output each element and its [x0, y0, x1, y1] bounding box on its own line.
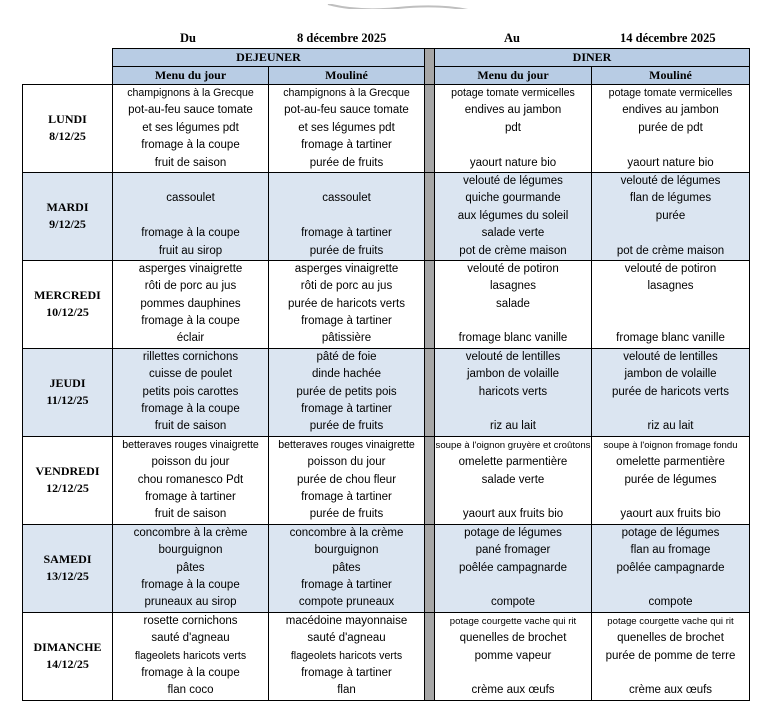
dish-line: purée de haricots verts: [288, 297, 405, 310]
dish-line: [435, 137, 591, 154]
dish-line: fromage à tartiner: [301, 578, 392, 591]
dinner-menu-cell: [435, 348, 592, 436]
lunch-header: DEJEUNER: [113, 49, 425, 67]
dish-line: [592, 296, 749, 313]
dish-line: fromage à la coupe: [141, 666, 240, 679]
dish-line: [113, 173, 268, 190]
dish-line: salade: [496, 297, 530, 310]
dish-line: pot-au-feu sauce tomate: [128, 104, 253, 117]
dish-line: asperges vinaigrette: [138, 262, 243, 275]
dinner-header: DINER: [435, 49, 750, 67]
column-separator: [425, 612, 435, 700]
dish-line: velouté de lentilles: [465, 350, 561, 363]
dish-line: pané fromager: [475, 544, 551, 557]
dish-line: potage de légumes: [621, 526, 720, 539]
day-name: VENDREDI: [35, 464, 100, 479]
dish-line: endives au jambon: [622, 104, 719, 117]
dish-line: omelette parmentière: [458, 456, 568, 469]
dish-line: compote: [490, 596, 536, 609]
dinner-mouline-header: Mouliné: [592, 67, 750, 85]
dish-line: purée de fruits: [309, 244, 384, 257]
dish-line: éclair: [176, 332, 205, 345]
dish-line: concombre à la crème: [289, 526, 404, 539]
dish-line: rillettes cornichons: [142, 350, 239, 363]
dish-line: [113, 208, 268, 225]
dinner-mouline-cell: [592, 524, 750, 612]
dish-line: crème aux œufs: [471, 684, 555, 697]
dish-line: [592, 577, 749, 594]
lunch-menu-cell: [113, 348, 269, 436]
du-label: Du: [180, 31, 196, 45]
dish-line: sauté d'agneau: [151, 632, 230, 645]
dish-line: fromage blanc vanille: [458, 332, 568, 345]
dish-line: quiche gourmande: [465, 192, 561, 205]
dish-line: velouté de légumes: [620, 174, 721, 187]
day-name: SAMEDI: [43, 552, 92, 567]
dinner-mouline-cell: [592, 612, 750, 700]
dish-line: pot-au-feu sauce tomate: [284, 104, 409, 117]
column-separator: [425, 524, 435, 612]
dish-line: pomme vapeur: [474, 649, 552, 662]
day-name: MERCREDI: [34, 288, 101, 303]
dish-line: purée de petits pois: [296, 385, 397, 398]
day-date: 9/12/25: [49, 217, 86, 232]
dish-line: salade verte: [481, 227, 545, 240]
dish-line: [269, 173, 424, 190]
dish-line: compote: [648, 596, 693, 609]
column-separator: [425, 85, 435, 173]
dish-line: jambon de volaille: [624, 368, 717, 381]
dish-line: riz au lait: [489, 420, 537, 433]
dish-line: et ses légumes pdt: [142, 121, 239, 134]
lunch-mouline-cell: [269, 348, 425, 436]
dish-line: jambon de volaille: [466, 368, 560, 381]
dish-line: betteraves rouges vinaigrette: [122, 438, 259, 451]
dish-line: fruit de saison: [154, 156, 227, 169]
dish-line: [435, 401, 591, 418]
dish-line: fruit de saison: [154, 508, 227, 521]
dish-line: cassoulet: [322, 192, 371, 205]
dish-line: et ses légumes pdt: [298, 121, 395, 134]
dish-line: rosette cornichons: [143, 614, 238, 627]
dish-line: fromage à tartiner: [301, 315, 392, 328]
dish-line: asperges vinaigrette: [294, 262, 399, 275]
dish-line: compote pruneaux: [298, 596, 395, 609]
dish-line: [592, 401, 749, 418]
dish-line: purée de chou fleur: [296, 473, 397, 486]
dinner-menu-cell: [435, 612, 592, 700]
dish-line: [592, 225, 749, 242]
lunch-menu-cell: [113, 524, 269, 612]
dish-line: pâtissière: [321, 332, 372, 345]
dish-line: betteraves rouges vinaigrette: [278, 438, 415, 451]
table-row: [23, 612, 750, 700]
day-date: 8/12/25: [49, 129, 86, 144]
dish-line: poêlée campagnarde: [616, 561, 725, 574]
dish-line: potage tomate vermicelles: [451, 87, 575, 99]
dish-line: cuisse de poulet: [148, 368, 233, 381]
column-separator: [425, 348, 435, 436]
lunch-menu-cell: [113, 612, 269, 700]
dish-line: cassoulet: [166, 192, 215, 205]
dish-line: bourguignon: [314, 544, 379, 557]
lunch-menu-cell: [113, 436, 269, 524]
dish-line: concombre à la crème: [133, 526, 248, 539]
dish-line: omelette parmentière: [616, 456, 725, 469]
day-cell: [23, 524, 113, 612]
table-row: [23, 172, 750, 260]
day-cell: [23, 348, 113, 436]
table-row: [23, 260, 750, 348]
day-name: LUNDI: [48, 112, 87, 127]
dish-line: lasagnes: [647, 280, 694, 293]
dish-line: poisson du jour: [307, 456, 386, 469]
dish-line: fromage à tartiner: [301, 139, 392, 152]
dish-line: purée: [655, 209, 686, 222]
dinner-mouline-cell: [592, 260, 750, 348]
dish-line: pâté de foie: [316, 350, 377, 363]
dinner-mouline-cell: [592, 172, 750, 260]
dish-line: riz au lait: [647, 420, 694, 433]
dish-line: [592, 489, 749, 506]
dish-line: flageolets haricots verts: [134, 649, 247, 662]
dish-line: fromage à la coupe: [141, 578, 240, 591]
day-cell: [23, 436, 113, 524]
dish-line: [435, 313, 591, 330]
au-label: Au: [504, 31, 520, 45]
dish-line: pdt: [505, 121, 521, 134]
lunch-mouline-cell: [269, 612, 425, 700]
dish-line: dinde hachée: [311, 368, 382, 381]
dish-line: purée de fruits: [309, 156, 384, 169]
dinner-menu-cell: [435, 172, 592, 260]
dinner-mouline-cell: [592, 85, 750, 173]
dish-line: fromage à tartiner: [301, 227, 392, 240]
dish-line: velouté de légumes: [463, 174, 563, 187]
dish-line: champignons à la Grecque: [127, 87, 254, 99]
dish-line: flageolets haricots verts: [290, 649, 403, 662]
dish-line: pot de crème maison: [459, 244, 567, 257]
dish-line: sauté d'agneau: [307, 632, 386, 645]
dish-line: aux légumes du soleil: [457, 209, 569, 222]
dish-line: soupe à l'oignon fromage fondu: [603, 439, 738, 451]
dish-line: purée de fruits: [309, 508, 384, 521]
lunch-menu-cell: [113, 85, 269, 173]
start-date: 8 décembre 2025: [297, 31, 387, 45]
dish-line: purée de pdt: [638, 121, 703, 134]
weekly-menu-table: [22, 48, 750, 701]
dish-line: pâtes: [176, 561, 205, 574]
dish-line: fromage à tartiner: [301, 490, 392, 503]
dish-line: fromage à tartiner: [301, 403, 392, 416]
dish-line: poêlée campagnarde: [458, 561, 568, 574]
dish-line: flan au fromage: [630, 544, 711, 557]
dish-line: rôti de porc au jus: [300, 280, 393, 293]
dish-line: fromage à la coupe: [141, 315, 240, 328]
dish-line: [592, 313, 749, 330]
column-separator: [425, 436, 435, 524]
dish-line: flan de légumes: [629, 192, 712, 205]
lunch-mouline-cell: [269, 172, 425, 260]
dish-line: fromage à la coupe: [141, 139, 240, 152]
dish-line: [592, 665, 749, 682]
lunch-mouline-cell: [269, 85, 425, 173]
dish-line: [435, 489, 591, 506]
day-name: JEUDI: [49, 376, 86, 391]
dish-line: purée de haricots verts: [612, 385, 729, 398]
dish-line: quenelles de brochet: [617, 632, 724, 645]
dish-line: bourguignon: [158, 544, 223, 557]
dish-line: champignons à la Grecque: [283, 87, 410, 99]
dinner-menu-cell: [435, 436, 592, 524]
lunch-mouline-cell: [269, 260, 425, 348]
dish-line: haricots verts: [478, 385, 548, 398]
dish-line: [435, 665, 591, 682]
dinner-menu-cell: [435, 260, 592, 348]
dish-line: salade verte: [481, 473, 545, 486]
day-cell: [23, 85, 113, 173]
day-date: 10/12/25: [46, 305, 89, 320]
dish-line: macédoine mayonnaise: [285, 614, 408, 627]
dish-line: quenelles de brochet: [459, 632, 567, 645]
day-name: MARDI: [46, 200, 89, 215]
day-date: 14/12/25: [46, 657, 89, 672]
dinner-menu-cell: [435, 524, 592, 612]
dish-line: rôti de porc au jus: [144, 280, 237, 293]
lunch-menu-cell: [113, 172, 269, 260]
dish-line: [269, 208, 424, 225]
day-date: 11/12/25: [46, 393, 89, 408]
column-separator: [425, 172, 435, 260]
dish-line: velouté de lentilles: [623, 350, 718, 363]
dish-line: yaourt aux fruits bio: [462, 508, 564, 521]
dish-line: [435, 577, 591, 594]
dish-line: velouté de potiron: [467, 262, 559, 275]
dish-line: pâtes: [332, 561, 361, 574]
end-date: 14 décembre 2025: [620, 31, 716, 45]
dish-line: potage de légumes: [464, 526, 562, 539]
day-name: DIMANCHE: [33, 640, 102, 655]
dinner-menu-du-jour-header: Menu du jour: [435, 67, 592, 85]
lunch-menu-du-jour-header: Menu du jour: [113, 67, 269, 85]
dish-line: yaourt aux fruits bio: [620, 508, 721, 521]
day-date: 13/12/25: [46, 569, 89, 584]
dish-line: endives au jambon: [464, 104, 562, 117]
dish-line: chou romanesco Pdt: [137, 473, 244, 486]
dish-line: fromage à la coupe: [141, 227, 240, 240]
dish-line: potage courgette vache qui rit: [449, 615, 577, 627]
dish-line: poisson du jour: [151, 456, 230, 469]
dish-line: [592, 137, 749, 154]
dish-line: soupe à l'oignon gruyère et croûtons: [435, 439, 591, 451]
dish-line: purée de fruits: [309, 420, 384, 433]
day-cell: [23, 172, 113, 260]
dish-line: flan: [337, 684, 356, 697]
table-row: [23, 85, 750, 173]
dish-line: fromage à tartiner: [301, 666, 392, 679]
day-date: 12/12/25: [46, 481, 89, 496]
dish-line: purée de pomme de terre: [605, 649, 736, 662]
table-row: [23, 436, 750, 524]
dish-line: petits pois carottes: [142, 385, 239, 398]
dinner-menu-cell: [435, 85, 592, 173]
lunch-mouline-header: Mouliné: [269, 67, 425, 85]
dish-line: potage tomate vermicelles: [608, 87, 733, 99]
dish-line: crème aux œufs: [628, 684, 713, 697]
dish-line: lasagnes: [489, 280, 537, 293]
lunch-mouline-cell: [269, 524, 425, 612]
dinner-mouline-cell: [592, 436, 750, 524]
dish-line: fruit au sirop: [158, 244, 223, 257]
table-row: [23, 348, 750, 436]
dish-line: purée de légumes: [624, 473, 717, 486]
dish-line: fromage à tartiner: [145, 490, 236, 503]
dish-line: velouté de potiron: [624, 262, 717, 275]
table-row: [23, 524, 750, 612]
logo-image: [318, 0, 478, 9]
day-cell: [23, 260, 113, 348]
dish-line: yaourt nature bio: [469, 156, 557, 169]
dish-line: pruneaux au sirop: [144, 596, 237, 609]
lunch-mouline-cell: [269, 436, 425, 524]
dinner-mouline-cell: [592, 348, 750, 436]
day-cell: [23, 612, 113, 700]
column-separator: [425, 260, 435, 348]
dish-line: pommes dauphines: [140, 297, 241, 310]
dish-line: flan coco: [167, 684, 214, 697]
dish-line: pot de crème maison: [616, 244, 725, 257]
dish-line: fromage blanc vanille: [616, 332, 725, 345]
dish-line: yaourt nature bio: [627, 156, 714, 169]
dish-line: fruit de saison: [154, 420, 227, 433]
dish-line: potage courgette vache qui rit: [607, 615, 734, 627]
dish-line: fromage à la coupe: [141, 403, 240, 416]
lunch-menu-cell: [113, 260, 269, 348]
